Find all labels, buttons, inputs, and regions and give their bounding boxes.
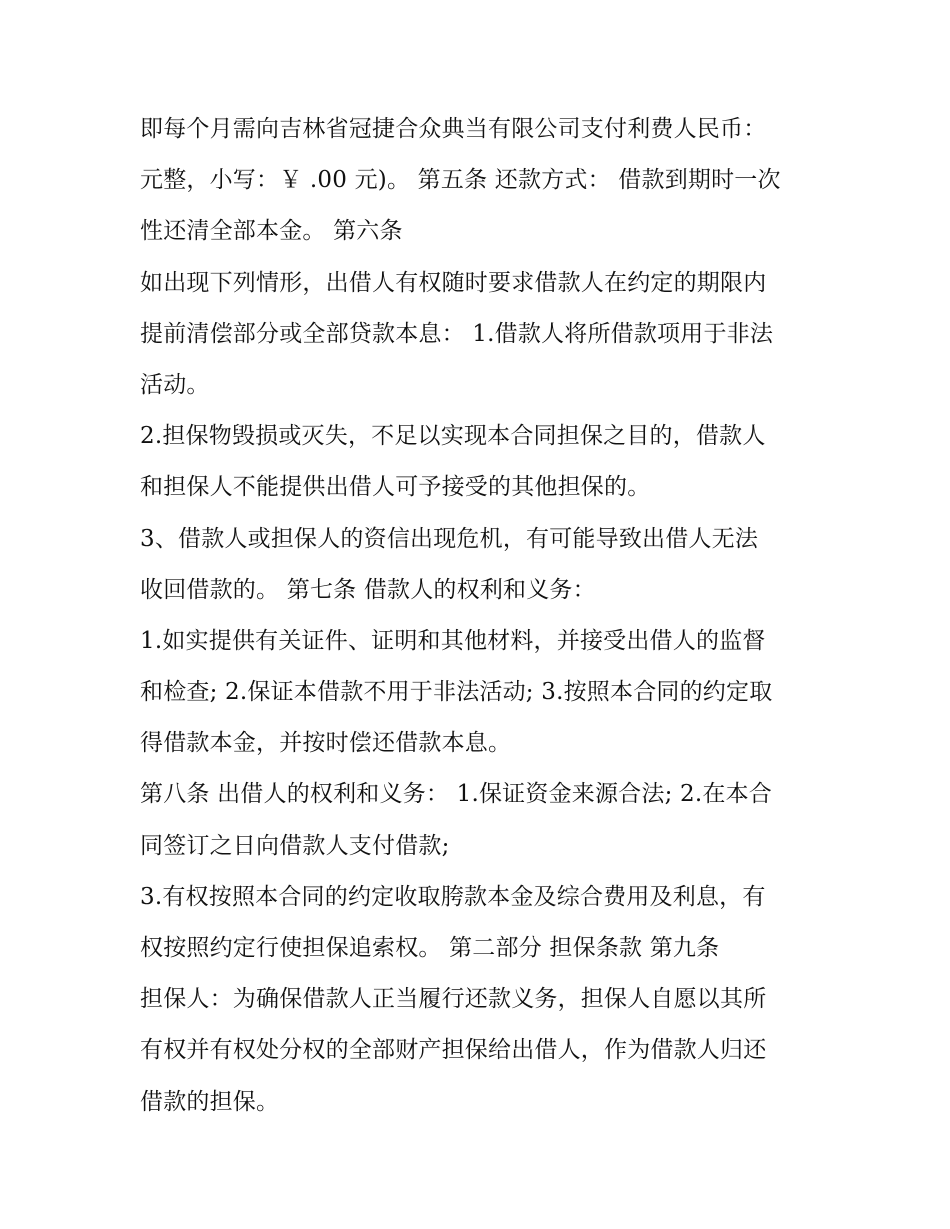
text-line: 3、借款人或担保人的资信出现危机，有可能导致出借人无法 — [140, 525, 759, 552]
text-line: 3.有权按照本合同的约定收取胯款本金及综合费用及利息，有 — [140, 883, 766, 910]
text-line: 提前清偿部分或全部贷款本息： 1.借款人将所借款项用于非法 — [140, 320, 774, 347]
text-line: 收回借款的。 第七条 借款人的权利和义务： — [140, 576, 596, 603]
text-line: 权按照约定行使担保追索权。 第二部分 担保条款 第九条 — [140, 935, 720, 961]
text-line: 2.担保物毁损或灭失，不足以实现本合同担保之目的，借款人 — [140, 423, 766, 450]
text-line: 借款的担保。 — [140, 1088, 280, 1115]
text-line: 同签订之日向借款人支付借款; — [140, 832, 450, 859]
text-line: 和检查; 2.保证本借款不用于非法活动; 3.按照本合同的约定取 — [140, 679, 773, 706]
text-line: 和担保人不能提供出借人可予接受的其他担保的。 — [140, 474, 651, 501]
text-line: 有权并有权处分权的全部财产担保给出借人，作为借款人归还 — [140, 1037, 767, 1064]
text-line: 元整，小写：￥ .00 元)。 第五条 还款方式： 借款到期时一次 — [140, 167, 781, 194]
document-body — [140, 104, 820, 1128]
text-line: 得借款本金，并按时偿还借款本息。 — [140, 730, 512, 757]
text-line: 即每个月需向吉林省冠捷合众典当有限公司支付利费人民币： — [140, 116, 767, 142]
text-line: 第八条 出借人的权利和义务： 1.保证资金来源合法; 2.在本合 — [140, 781, 772, 808]
text-line: 活动。 — [140, 371, 210, 398]
text-line: 1.如实提供有关证件、证明和其他材料，并接受出借人的监督 — [140, 627, 766, 654]
text-line: 担保人：为确保借款人正当履行还款义务，担保人自愿以其所 — [140, 986, 767, 1013]
text-line: 如出现下列情形，出借人有权随时要求借款人在约定的期限内 — [140, 269, 767, 296]
text-line: 性还清全部本金。 第六条 — [140, 218, 403, 245]
